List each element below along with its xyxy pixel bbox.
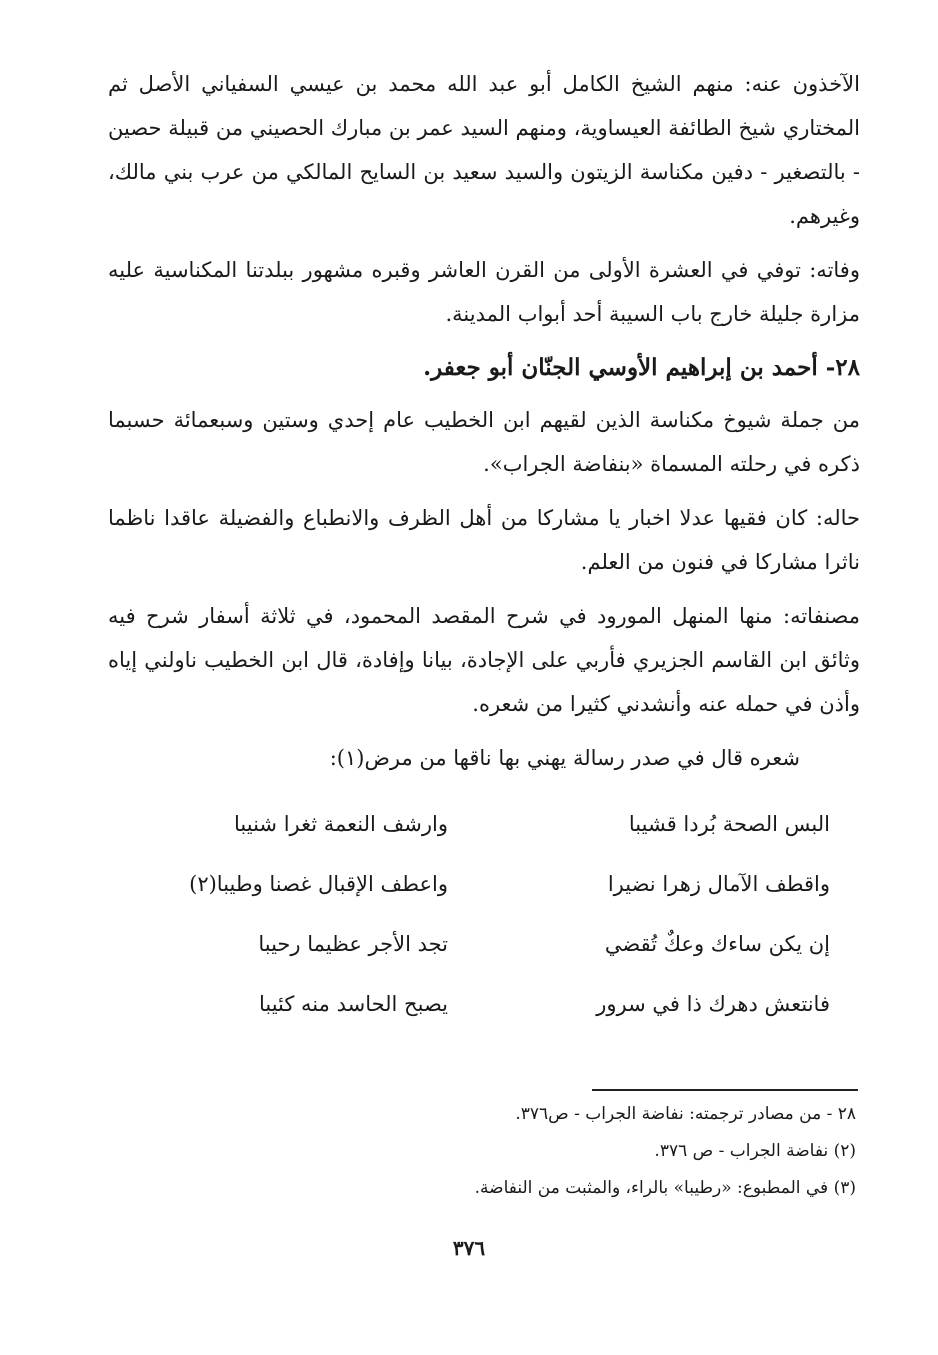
works-paragraph: مصنفاته: منها المنهل المورود في شرح المقصد المحمود، في ثلاثة أسفار شرح فيه وثائق ابن القاسم الجزيري فأربي على الإجادة، بيانا وإفادة، قال ابن الخطيب ناولني إياه وأذن في حمله عنه وأنشدني كثيرا من شعره. bbox=[108, 604, 860, 716]
verse-second-hemistich: واعطف الإقبال غصنا وطيبا(٢) bbox=[189, 872, 448, 896]
verse-second-hemistich: تجد الأجر عظيما رحيبا bbox=[258, 932, 448, 956]
footnote: (٢) نفاضة الجراب - ص ٣٧٦. bbox=[654, 1141, 856, 1161]
verse-line bbox=[108, 974, 860, 1034]
poem-intro: شعره قال في صدر رسالة يهني بها ناقها من مرض(١): bbox=[329, 746, 800, 770]
verse-first-hemistich: واقطف الآمال زهرا نضيرا bbox=[607, 872, 830, 896]
verse-line bbox=[108, 914, 860, 974]
sheikhs-paragraph: من جملة شيوخ مكناسة الذين لقيهم ابن الخطيب عام إحدي وستين وسبعمائة حسبما ذكره في رحلته المسماة «بنفاضة الجراب». bbox=[108, 408, 860, 476]
verse-line bbox=[108, 854, 860, 914]
verse-first-hemistich: فانتعش دهرك ذا في سرور bbox=[596, 992, 830, 1016]
verse-second-hemistich: وارشف النعمة ثغرا شنيبا bbox=[234, 812, 448, 836]
verse-second-hemistich: يصبح الحاسد منه كئيبا bbox=[258, 992, 448, 1016]
footnote: (٣) في المطبوع: «رطيبا» بالراء، والمثبت من النفاضة. bbox=[474, 1178, 856, 1198]
verse-first-hemistich: إن يكن ساءك وعكٌ تُقضي bbox=[604, 932, 830, 956]
footnote: ٢٨ - من مصادر ترجمته: نفاضة الجراب - ص٣٧٦. bbox=[515, 1104, 856, 1124]
entry-heading: ٢٨- أحمد بن إبراهيم الأوسي الجنّان أبو جعفر. bbox=[423, 354, 860, 381]
verse-line bbox=[108, 794, 860, 854]
page-body bbox=[108, 62, 860, 1034]
footnote-divider bbox=[592, 1089, 858, 1091]
footnotes bbox=[300, 1096, 856, 1207]
death-paragraph: وفاته: توفي في العشرة الأولى من القرن العاشر وقبره مشهور ببلدتنا المكناسية عليه مزارة جليلة خارج باب السيبة أحد أبواب المدينة. bbox=[108, 258, 860, 326]
students-paragraph: الآخذون عنه: منهم الشيخ الكامل أبو عبد الله محمد بن عيسي السفياني الأصل ثم المختاري شيخ الطائفة العيساوية، ومنهم السيد عمر بن مبارك الحصيني من قبيلة حصين - بالتصغير - دفين مكناسة الزيتون والسيد سعيد بن السايح المالكي من عرب بني مالك، وغيرهم. bbox=[108, 72, 860, 228]
condition-paragraph: حاله: كان فقيها عدلا اخبار يا مشاركا من أهل الظرف والانطباع والفضيلة عاقدا ناظما ناثرا مشاركا في فنون من العلم. bbox=[108, 506, 860, 574]
verse-first-hemistich: البس الصحة بُردا قشيبا bbox=[628, 812, 830, 836]
page-number: ٣٧٦ bbox=[452, 1236, 486, 1260]
poem bbox=[108, 794, 860, 1034]
